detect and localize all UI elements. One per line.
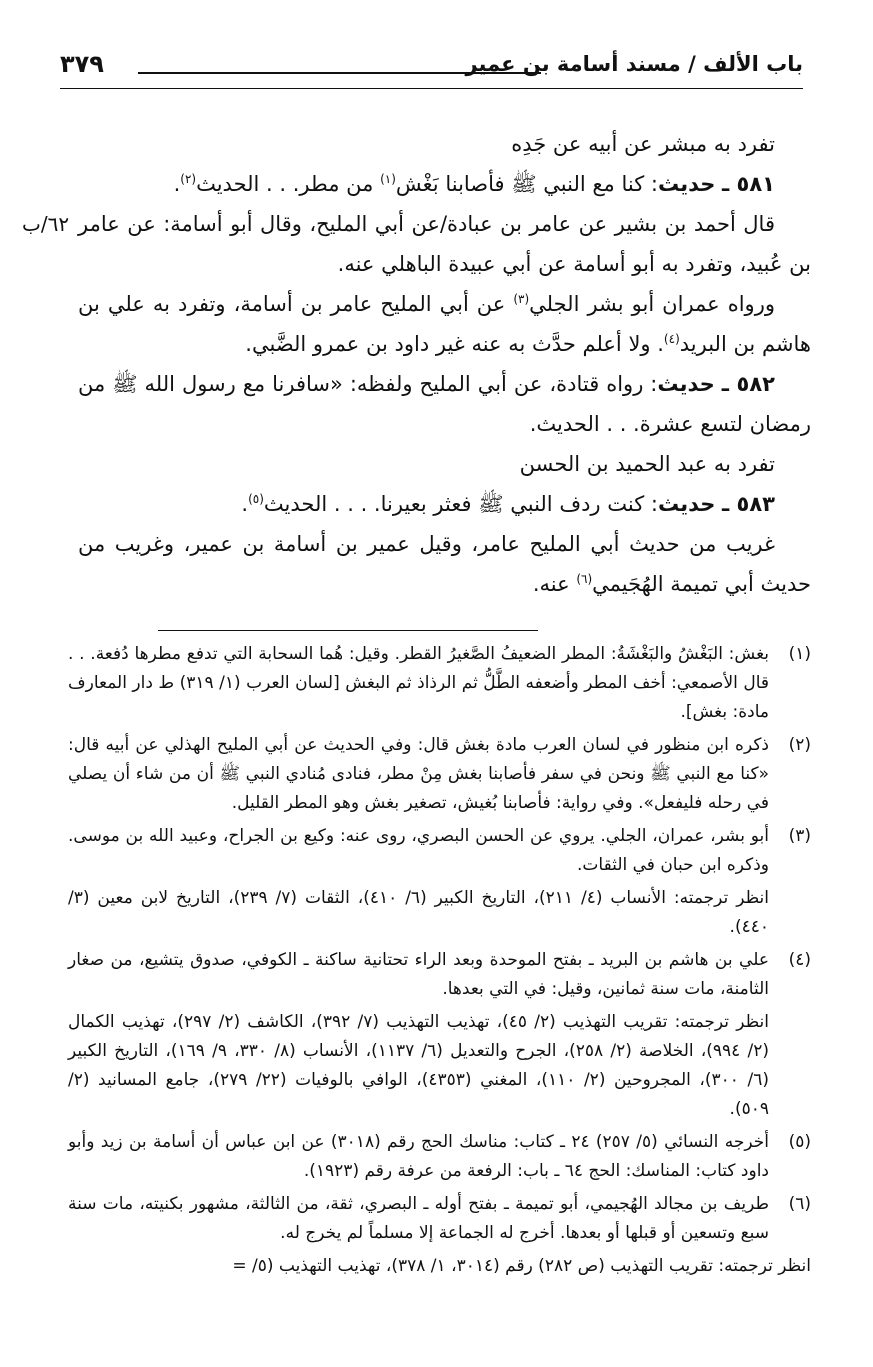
footnote-5 <box>68 1128 811 1186</box>
main-text <box>22 124 811 604</box>
hadith-keyword: حديث <box>657 492 716 516</box>
hadith-text: من مطر. . . الحديث <box>196 172 381 196</box>
footnote-number: (٤) <box>788 950 811 970</box>
footnote-ref[interactable]: (٢) <box>180 172 197 186</box>
paragraph-1: تفرد به مبشر عن أبيه عن جَدِه <box>511 132 775 156</box>
footnote-number: (٦) <box>788 1194 811 1214</box>
header-underline <box>60 88 803 89</box>
footnote-ref[interactable]: (٦) <box>576 572 593 586</box>
hadith-number: ٥٨٢ ـ <box>721 372 775 396</box>
footnote-text: بغش: البَغْشُ والبَغْشَةُ: المطر الضعيفُ الصَّغيرُ القطر. وقيل: هُما السحابة التي تدفع مطرها دُفعة. . . قال الأصمعي: أخف المطر وأضعفه الطَّلُّ ثم الرذاذ ثم البغش [لسان العرب (١/ ٣١٩) ط دار المعارف مادة: بغش]. <box>68 644 769 722</box>
footnote-4-references: انظر ترجمته: تقريب التهذيب (٢/ ٤٥)، تهذيب التهذيب (٧/ ٣٩٢)، الكاشف (٢/ ٢٩٧)، تهذيب الكمال (٢/ ٩٩٤)، الخلاصة (٢/ ٢٥٨)، الجرح والتعديل (٦/ ١١٣٧)، الأنساب (٨/ ٣٣٠، ٩/ ١٦٩)، التاريخ الكبير (٦/ ٣٠٠)، المجروحين (٢/ ١١٠)، المغني (٤٣٥٣)، الوافي بالوفيات (٢٢/ ٢٧٩)، جامع المسانيد (٢/ ٥٠٩). <box>68 1012 770 1119</box>
footnote-text: طريف بن مجالد الهُجيمي، أبو تميمة ـ بفتح أوله ـ البصري، ثقة، من الثالثة، مشهور بكنيته، مات سنة سبع وتسعين أو قبلها أو بعدها. أخرج له الجماعة إلا مسلماً لم يخرج له. <box>68 1194 769 1243</box>
paragraph-8-text: غريب من حديث أبي المليح عامر، وقيل عمير بن أسامة بن عمير، وغريب من حديث أبي تميمة الهُجَيمي <box>78 532 811 596</box>
paragraph-8 <box>78 524 811 604</box>
hadith-text: : رواه قتادة، عن أبي المليح ولفظه: «سافرنا مع رسول الله ﷺ من رمضان لتسع عشرة. . . الحديث. <box>78 372 811 436</box>
running-header <box>60 52 803 88</box>
footnote-separator <box>158 630 538 631</box>
footnote-text: أبو بشر، عمران، الجلي. يروي عن الحسن البصري، روى عنه: وكيع بن الجراح، وعبيد الله بن موسى. وذكره ابن حبان في الثقات. <box>68 826 769 875</box>
hadith-581 <box>78 164 811 204</box>
footnote-number: (٥) <box>788 1132 811 1152</box>
hadith-582 <box>78 364 811 444</box>
footnote-text: ذكره ابن منظور في لسان العرب مادة بغش قال: وفي الحديث عن أبي المليح الهذلي عن أبيه قال: «كنا مع النبي ﷺ ونحن في سفر فأصابنا بغش مِنْ مطر، فنادى مُنادي النبي ﷺ أن من شاء أن يصلي في رحله فليفعل». وفي رواية: فأصابنا بُغيش، تصغير بغش وهو المطر القليل. <box>68 735 769 813</box>
footnote-ref[interactable]: (١) <box>380 172 396 186</box>
paragraph-4-text: ورواه عمران أبو بشر الجلي <box>529 292 775 316</box>
header-title: باب الألف / مسند أسامة بن عمير <box>465 52 803 76</box>
footnote-number: (٣) <box>788 826 811 846</box>
footnote-number: (٢) <box>788 735 811 755</box>
footnote-3-references: انظر ترجمته: الأنساب (٤/ ٢١١)، التاريخ الكبير (٦/ ٤١٠)، الثقات (٧/ ٢٣٩)، التاريخ لابن معين (٣/ ٤٤٠). <box>68 888 769 937</box>
footnote-4 <box>68 946 811 1004</box>
hadith-keyword: حديث <box>657 172 716 196</box>
footnote-text: علي بن هاشم بن البريد ـ بفتح الموحدة وبعد الراء تحتانية ساكنة ـ الكوفي، صدوق يتشيع، من صغار الثامنة، مات سنة ثمانين، وقيل: في التي بعدها. <box>68 950 769 999</box>
hadith-text: : كنا مع النبي ﷺ فأصابنا بَغْش <box>395 172 658 196</box>
footnote-number: (١) <box>788 644 811 664</box>
hadith-end: . <box>173 172 181 196</box>
footnote-3 <box>68 822 811 880</box>
hadith-keyword: حديث <box>657 372 715 396</box>
paragraph-3-text: قال أحمد بن بشير عن عامر بن عبادة/عن أبي المليح، وقال أبو أسامة: عن عامر بن عُبيد، وتفرد به أبو أسامة عن أبي عبيدة الباهلي عنه. <box>78 212 811 276</box>
paragraph-4-text: . ولا أعلم حدَّث به عنه غير داود بن عمرو الضَّبي. <box>245 332 664 356</box>
page-number: ٣٧٩ <box>60 50 104 78</box>
footnote-ref[interactable]: (٥) <box>248 492 264 506</box>
footnote-6 <box>68 1190 811 1248</box>
footnote-text: أخرجه النسائي (٥/ ٢٥٧) ٢٤ ـ كتاب: مناسك الحج رقم (٣٠١٨) عن ابن عباس أن أسامة بن زيد وأبو داود كتاب: المناسك: الحج ٦٤ ـ باب: الرفعة من عرفة رقم (١٩٢٣). <box>68 1132 769 1181</box>
hadith-number: ٥٨١ ـ <box>722 172 775 196</box>
paragraph-6: تفرد به عبد الحميد بن الحسن <box>519 452 775 476</box>
footnote-ref[interactable]: (٣) <box>513 292 530 306</box>
footnote-6-references: انظر ترجمته: تقريب التهذيب (ص ٢٨٢) رقم (٣٠١٤، ١/ ٣٧٨)، تهذيب التهذيب (٥/ = <box>232 1256 811 1276</box>
footnote-ref[interactable]: (٤) <box>663 332 680 346</box>
footnote-2 <box>68 731 811 818</box>
paragraph-8-text: عنه. <box>532 572 577 596</box>
footnote-1 <box>68 640 811 727</box>
margin-reference: ٦٢/ب <box>22 212 70 236</box>
hadith-end: . <box>241 492 249 516</box>
hadith-583 <box>78 484 811 524</box>
hadith-text: : كنت ردف النبي ﷺ فعثر بعيرنا. . . . الحديث <box>263 492 658 516</box>
footnotes <box>68 640 811 1281</box>
paragraph-4-text: عن أبي المليح عامر بن أسامة، وتفرد به علي بن هاشم بن البريد <box>78 292 811 356</box>
paragraph-3 <box>22 204 811 284</box>
paragraph-4 <box>78 284 811 364</box>
header-rule <box>138 72 541 74</box>
hadith-number: ٥٨٣ ـ <box>722 492 775 516</box>
